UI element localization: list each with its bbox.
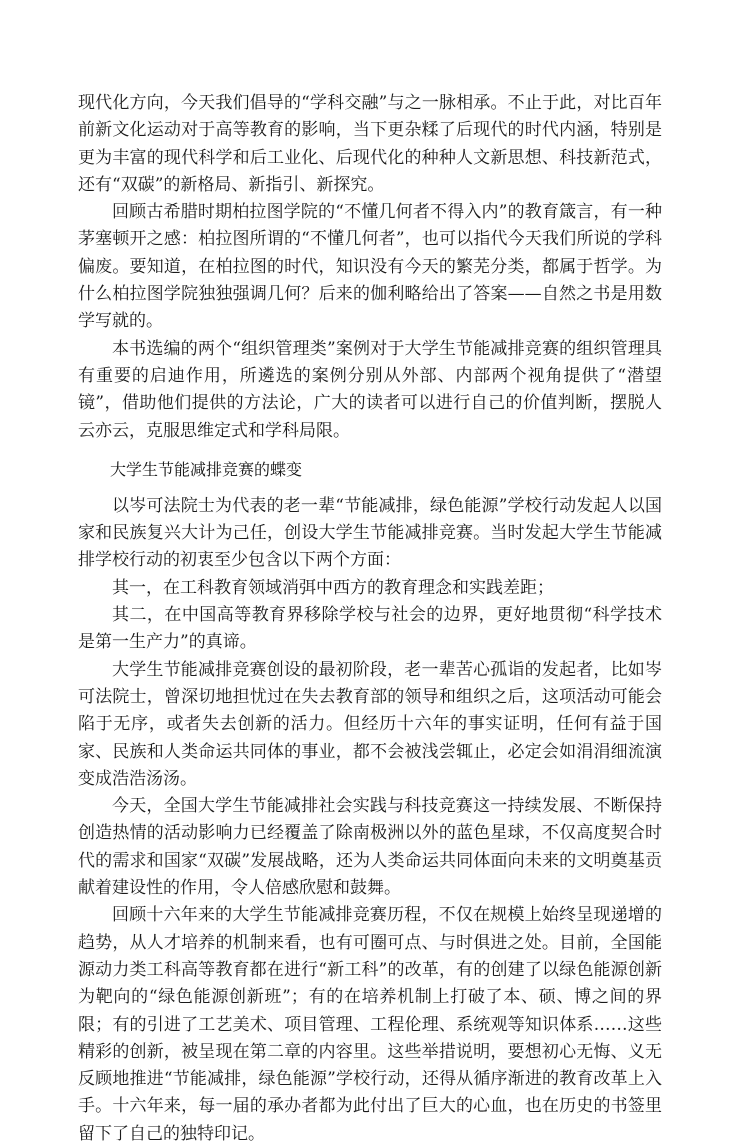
- paragraph: 以岑可法院士为代表的老一辈“节能减排，绿色能源”学校行动发起人以国家和民族复兴大计为己任，创设大学生节能减排竞赛。当时发起大学生节能减排学校行动的初衷至少包含以下两个方面：: [78, 495, 662, 571]
- paragraph: 其二，在中国高等教育界移除学校与社会的边界，更好地贯彻“科学技术是第一生产力”的真谛。: [78, 605, 662, 653]
- paragraph: 现代化方向，今天我们倡导的“学科交融”与之一脉相承。不止于此，对比百年前新文化运动对于高等教育的影响，当下更杂糅了后现代的时代内涵，特别是更为丰富的现代科学和后工业化、后现代化的种种人文新思想、科技新范式，还有“双碳”的新格局、新指引、新探究。: [78, 93, 662, 195]
- paragraph: 今天，全国大学生节能减排社会实践与科技竞赛这一持续发展、不断保持创造热情的活动影响力已经覆盖了除南极洲以外的蓝色星球，不仅高度契合时代的需求和国家“双碳”发展战略，还为人类命运共同体面向未来的文明奠基贡献着建设性的作用，令人倍感欣慰和鼓舞。: [78, 796, 662, 899]
- section-heading: 大学生节能减排竞赛的蝶变: [110, 459, 303, 479]
- paragraph: 本书选编的两个“组织管理类”案例对于大学生节能减排竞赛的组织管理具有重要的启迪作用，所遴选的案例分别从外部、内部两个视角提供了“潜望镜”，借助他们提供的方法论，广大的读者可以进行自己的价值判断，摆脱人云亦云，克服思维定式和学科局限。: [78, 338, 662, 441]
- paragraph: 其一，在工科教育领域消弭中西方的教育理念和实践差距；: [112, 577, 554, 598]
- paragraph: 回顾古希腊时期柏拉图学院的“不懂几何者不得入内”的教育箴言，有一种茅塞顿开之感：柏拉图所谓的“不懂几何者”，也可以指代今天我们所说的学科偏废。要知道，在柏拉图的时代，知识没有今天的繁芜分类，都属于哲学。为什么柏拉图学院独独强调几何？后来的伽利略给出了答案——自然之书是用数学写就的。: [78, 202, 662, 332]
- paragraph: 大学生节能减排竞赛创设的最初阶段，老一辈苦心孤诣的发起者，比如岑可法院士，曾深切地担忧过在失去教育部的领导和组织之后，这项活动可能会陷于无序，或者失去创新的活力。但经历十六年的事实证明，任何有益于国家、民族和人类命运共同体的事业，都不会被浅尝辄止，必定会如涓涓细流演变成浩浩汤汤。: [78, 659, 662, 789]
- paragraph: 回顾十六年来的大学生节能减排竞赛历程，不仅在规模上始终呈现递增的趋势，从人才培养的机制来看，也有可圈可点、与时俱进之处。目前，全国能源动力类工科高等教育都在进行“新工科”的改革，有的创建了以绿色能源创新为靶向的“绿色能源创新班”；有的在培养机制上打破了本、硕、博之间的界限；有的引进了工艺美术、项目管理、工程伦理、系统观等知识体系……这些精彩的创新，被呈现在第二章的内容里。这些举措说明，要想初心无悔、义无反顾地推进“节能减排，绿色能源”学校行动，还得从循序渐进的教育改革上入手。十六年来，每一届的承办者都为此付出了巨大的心血，也在历史的书签里留下了自己的独特印记。: [78, 905, 662, 1144]
- page-content: [78, 90, 662, 1148]
